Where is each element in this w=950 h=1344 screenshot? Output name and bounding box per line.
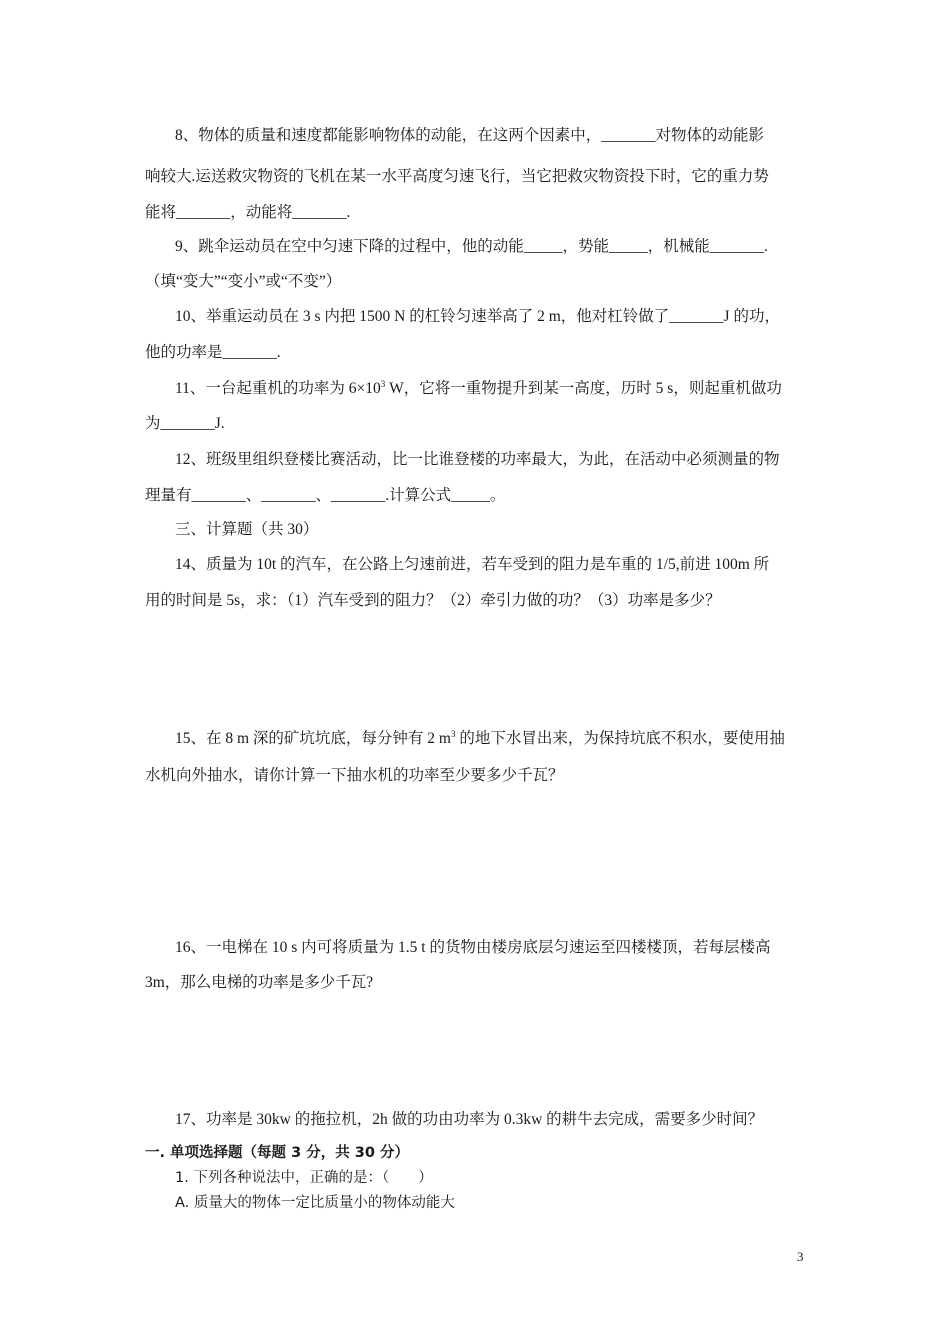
page-number: 3 (797, 1249, 804, 1264)
q9-line1: 9、跳伞运动员在空中匀速下降的过程中，他的动能_____，势能_____，机械能_______. (175, 238, 768, 255)
q11-line1 (175, 379, 782, 399)
q15-exponent: 3 (451, 728, 456, 739)
section3-title: 三、计算题（共 30） (175, 521, 319, 538)
q12-line1: 12、班级里组织登楼比赛活动，比一比谁登楼的功率最大，为此，在活动中必须测量的物 (175, 451, 780, 468)
q1-stem: 1. 下列各种说法中，正确的是：（ ） (175, 1170, 433, 1186)
q14-line1: 14、质量为 10t 的汽车，在公路上匀速前进，若车受到的阻力是车重的 1/5,前进 100m 所 (175, 556, 770, 573)
q17-line1: 17、功率是 30kw 的拖拉机，2h 做的功由功率为 0.3kw 的耕牛去完成，需要多少时间？ (175, 1111, 764, 1128)
q11-exponent: 3 (380, 378, 386, 389)
q10-line1: 10、举重运动员在 3 s 内把 1500 N 的杠铃匀速举高了 2 m，他对杠铃做了_______J 的功， (175, 308, 780, 325)
q16-line1: 16、一电梯在 10 s 内可将质量为 1.5 t 的货物由楼房底层匀速运至四楼楼顶，若每层楼高 (175, 939, 771, 956)
q15-text-post: 的地下水冒出来，为保持坑底不积水，要使用抽 (455, 730, 785, 747)
q1-option-a: A. 质量大的物体一定比质量小的物体动能大 (175, 1195, 455, 1211)
q8-line2: 响较大.运送救灾物资的飞机在某一水平高度匀速飞行，当它把救灾物资投下时，它的重力势 (145, 168, 769, 185)
q14-line2: 用的时间是 5s，求：（1）汽车受到的阻力？（2）牵引力做的功？（3）功率是多少？ (145, 592, 721, 609)
q11-text-post: W，它将一重物提升到某一高度，历时 5 s，则起重机做功 (385, 380, 782, 397)
q15-line2: 水机向外抽水，请你计算一下抽水机的功率至少要多少千瓦？ (145, 767, 564, 784)
section1-title: 一. 单项选择题（每题 3 分，共 30 分） (145, 1145, 410, 1161)
q15-text-pre: 15、在 8 m 深的矿坑坑底，每分钟有 2 m (175, 730, 451, 747)
q9-line2: （填“变大”“变小”或“不变”） (145, 273, 342, 290)
q11-text-pre: 11、一台起重机的功率为 6×10 (175, 380, 381, 397)
q10-line2: 他的功率是_______. (145, 344, 281, 361)
q16-line2: 3m，那么电梯的功率是多少千瓦? (145, 974, 374, 991)
q15-line1 (175, 729, 785, 749)
q12-line2: 理量有_______、_______、_______.计算公式_____。 (145, 487, 506, 504)
q11-line2: 为_______J. (145, 415, 225, 432)
q8-line1: 8、物体的质量和速度都能影响物体的动能，在这两个因素中，_______对物体的动能影 (175, 127, 765, 144)
q8-line3: 能将_______，动能将_______. (145, 204, 351, 221)
